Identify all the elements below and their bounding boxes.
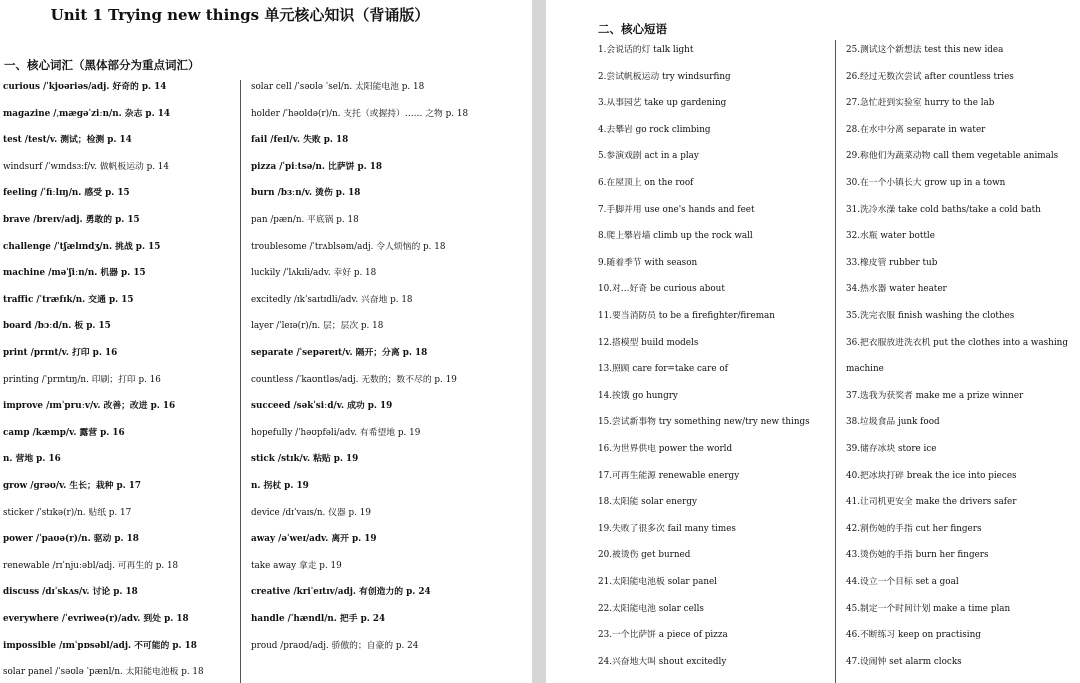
phrase-entry: machine <box>846 364 884 375</box>
phrase-entry: 41.让司机更安全 make the drivers safer <box>846 497 1017 508</box>
document-title: Unit 1 Trying new things 单元核心知识（背诵版） <box>50 6 430 24</box>
vocabulary-entry: troublesome /ˈtrʌblsəm/adj. 令人烦恼的 p. 18 <box>251 241 446 252</box>
section-title-phrases: 二、核心短语 <box>598 22 667 36</box>
vocabulary-entry: discuss /dɪˈskʌs/v. 讨论 p. 18 <box>3 587 138 598</box>
vocabulary-entry: separate /ˈsepəreɪt/v. 隔开；分离 p. 18 <box>251 348 428 358</box>
vocabulary-entry: hopefully /ˈhəʊpfəli/adv. 有希望地 p. 19 <box>251 427 421 438</box>
phrase-entry: 5.参演戏剧 act in a play <box>598 151 699 162</box>
section-title-vocabulary: 一、核心词汇（黑体部分为重点词汇） <box>4 58 200 72</box>
vocabulary-entry: proud /praʊd/adj. 骄傲的；自豪的 p. 24 <box>251 640 419 651</box>
phrase-entry: 11.要当消防员 to be a firefighter/fireman <box>598 311 775 321</box>
phrase-entry: 19.失败了很多次 fail many times <box>598 523 736 534</box>
phrase-entry: 17.可再生能源 renewable energy <box>598 470 740 481</box>
vocabulary-entry: excitedly /ɪkˈsaɪtɪdli/adv. 兴奋地 p. 18 <box>251 294 413 305</box>
phrase-entry: 43.烫伤她的手指 burn her fingers <box>846 550 989 561</box>
vocabulary-entry: device /dɪˈvaɪs/n. 仪器 p. 19 <box>251 507 371 518</box>
phrase-entry: 1.会说话的灯 talk light <box>598 45 694 55</box>
phrase-entry: 14.挨饿 go hungry <box>598 390 678 401</box>
phrase-entry: 7.手脚并用 use one's hands and feet <box>598 204 755 215</box>
phrase-entry: 28.在水中分离 separate in water <box>846 124 986 135</box>
vocabulary-entry: pizza /ˈpiːtsə/n. 比萨饼 p. 18 <box>251 161 382 172</box>
document-page-right <box>546 0 1080 683</box>
vocabulary-entry: pan /pæn/n. 平底锅 p. 18 <box>251 215 359 225</box>
vocabulary-entry: holder /ˈhəʊldə(r)/n. 支托（或握持）…… 之物 p. 18 <box>251 108 469 119</box>
column-divider <box>240 80 241 683</box>
vocabulary-entry: test /test/v. 测试；检测 p. 14 <box>3 135 132 146</box>
phrase-entry: 4.去攀岩 go rock climbing <box>598 124 711 135</box>
phrase-entry: 45.制定一个时间计划 make a time plan <box>846 603 1011 614</box>
phrase-entry: 15.尝试新事物 try something new/try new things <box>598 417 810 428</box>
phrase-entry: 40.把冰块打碎 break the ice into pieces <box>846 470 1017 481</box>
vocabulary-entry: printing /ˈprɪntɪŋ/n. 印刷；打印 p. 16 <box>3 374 161 385</box>
vocabulary-entry: board /bɔːd/n. 板 p. 15 <box>3 321 111 332</box>
vocabulary-entry: burn /bɜːn/v. 烫伤 p. 18 <box>251 188 361 199</box>
vocabulary-entry: creative /kriˈeɪtɪv/adj. 有创造力的 p. 24 <box>251 587 431 598</box>
phrase-entry: 47.设闹钟 set alarm clocks <box>846 656 962 667</box>
vocabulary-entry: luckily /ˈlʌkɪli/adv. 幸好 p. 18 <box>251 268 377 279</box>
vocabulary-entry: impossible /ɪmˈpɒsəbl/adj. 不可能的 p. 18 <box>3 640 197 651</box>
phrase-entry: 31.洗冷水澡 take cold baths/take a cold bath <box>846 204 1041 215</box>
phrase-entry: 35.洗完衣服 finish washing the clothes <box>846 311 1015 321</box>
vocabulary-entry: machine /məˈʃiːn/n. 机器 p. 15 <box>3 268 146 279</box>
phrase-entry: 36.把衣服放进洗衣机 put the clothes into a washing <box>846 337 1068 348</box>
column-divider <box>835 40 836 683</box>
vocabulary-entry: succeed /səkˈsiːd/v. 成功 p. 19 <box>251 401 393 412</box>
vocabulary-entry: solar cell /ˈsəʊlə ˈsel/n. 太阳能电池 p. 18 <box>251 82 425 92</box>
phrase-entry: 42.割伤她的手指 cut her fingers <box>846 523 982 534</box>
phrase-entry: 39.储存冰块 store ice <box>846 444 937 454</box>
phrase-entry: 2.尝试帆板运动 try windsurfing <box>598 71 731 82</box>
phrase-entry: 18.太阳能 solar energy <box>598 497 697 508</box>
vocabulary-entry: improve /ɪmˈpruːv/v. 改善；改进 p. 16 <box>3 401 176 412</box>
phrase-entry: 46.不断练习 keep on practising <box>846 630 981 641</box>
phrase-entry: 34.热水器 water heater <box>846 284 947 295</box>
vocabulary-entry: renewable /rɪˈnjuːəbl/adj. 可再生的 p. 18 <box>3 560 179 571</box>
vocabulary-entry: countless /ˈkaʊntləs/adj. 无数的；数不尽的 p. 19 <box>251 374 457 385</box>
vocabulary-entry: n. 拐杖 p. 19 <box>251 481 309 491</box>
phrase-entry: 33.橡皮管 rubber tub <box>846 257 938 268</box>
phrase-entry: 44.设立一个目标 set a goal <box>846 577 959 587</box>
vocabulary-entry: magazine /ˌmægəˈziːn/n. 杂志 p. 14 <box>3 108 170 119</box>
vocabulary-entry: everywhere /ˈevriweə(r)/adv. 到处 p. 18 <box>3 614 189 624</box>
page-gap <box>532 0 546 683</box>
vocabulary-entry: n. 营地 p. 16 <box>3 454 61 465</box>
phrase-entry: 37.选我为获奖者 make me a prize winner <box>846 390 1024 401</box>
phrase-entry: 24.兴奋地大叫 shout excitedly <box>598 656 727 667</box>
vocabulary-entry: power /ˈpaʊə(r)/n. 驱动 p. 18 <box>3 534 139 545</box>
phrase-entry: 20.被烫伤 get burned <box>598 550 691 561</box>
vocabulary-entry: away /əˈweɪ/adv. 离开 p. 19 <box>251 534 377 545</box>
phrase-entry: 27.急忙赶到实验室 hurry to the lab <box>846 98 995 109</box>
phrase-entry: 26.经过无数次尝试 after countless tries <box>846 71 1014 82</box>
phrase-entry: 3.从事园艺 take up gardening <box>598 98 727 109</box>
phrase-entry: 38.垃圾食品 junk food <box>846 417 940 428</box>
phrase-entry: 6.在屋顶上 on the roof <box>598 178 694 188</box>
vocabulary-entry: handle /ˈhændl/n. 把手 p. 24 <box>251 614 386 624</box>
phrase-entry: 29.称他们为蔬菜动物 call them vegetable animals <box>846 151 1059 162</box>
phrase-entry: 9.随着季节 with season <box>598 257 698 268</box>
vocabulary-entry: sticker /ˈstɪkə(r)/n. 贴纸 p. 17 <box>3 507 132 518</box>
vocabulary-entry: brave /breɪv/adj. 勇敢的 p. 15 <box>3 215 140 225</box>
vocabulary-entry: print /prɪnt/v. 打印 p. 16 <box>3 348 118 358</box>
phrase-entry: 23.一个比萨饼 a piece of pizza <box>598 630 728 641</box>
vocabulary-entry: windsurf /ˈwɪndsɜːf/v. 做帆板运动 p. 14 <box>3 161 169 172</box>
phrase-entry: 10.对…好奇 be curious about <box>598 284 725 295</box>
phrase-entry: 8.爬上攀岩墙 climb up the rock wall <box>598 231 753 242</box>
phrase-entry: 22.太阳能电池 solar cells <box>598 603 704 614</box>
vocabulary-entry: take away 拿走 p. 19 <box>251 560 342 571</box>
vocabulary-entry: camp /kæmp/v. 露营 p. 16 <box>3 427 125 438</box>
vocabulary-entry: traffic /ˈtræfɪk/n. 交通 p. 15 <box>3 294 134 305</box>
phrase-entry: 16.为世界供电 power the world <box>598 444 733 454</box>
phrase-entry: 21.太阳能电池板 solar panel <box>598 577 717 587</box>
phrase-entry: 12.搭模型 build models <box>598 337 699 348</box>
phrase-entry: 32.水瓶 water bottle <box>846 231 935 242</box>
document-page-left <box>0 0 532 683</box>
phrase-entry: 25.测试这个新想法 test this new idea <box>846 45 1004 55</box>
vocabulary-entry: grow /ɡrəʊ/v. 生长；栽种 p. 17 <box>3 481 141 491</box>
vocabulary-entry: challenge /ˈtʃælɪndʒ/n. 挑战 p. 15 <box>3 241 161 252</box>
vocabulary-entry: solar panel /ˈsəʊlə ˈpænl/n. 太阳能电池板 p. 18 <box>3 667 204 678</box>
phrase-entry: 13.照顾 care for=take care of <box>598 364 728 375</box>
vocabulary-entry: layer /ˈleɪə(r)/n. 层；层次 p. 18 <box>251 321 384 332</box>
phrase-entry: 30.在一个小镇长大 grow up in a town <box>846 178 1006 188</box>
vocabulary-entry: feeling /ˈfiːlɪŋ/n. 感受 p. 15 <box>3 188 130 199</box>
vocabulary-entry: stick /stɪk/v. 粘贴 p. 19 <box>251 454 359 465</box>
vocabulary-entry: curious /ˈkjʊəriəs/adj. 好奇的 p. 14 <box>3 82 167 92</box>
vocabulary-entry: fail /feɪl/v. 失败 p. 18 <box>251 135 349 146</box>
